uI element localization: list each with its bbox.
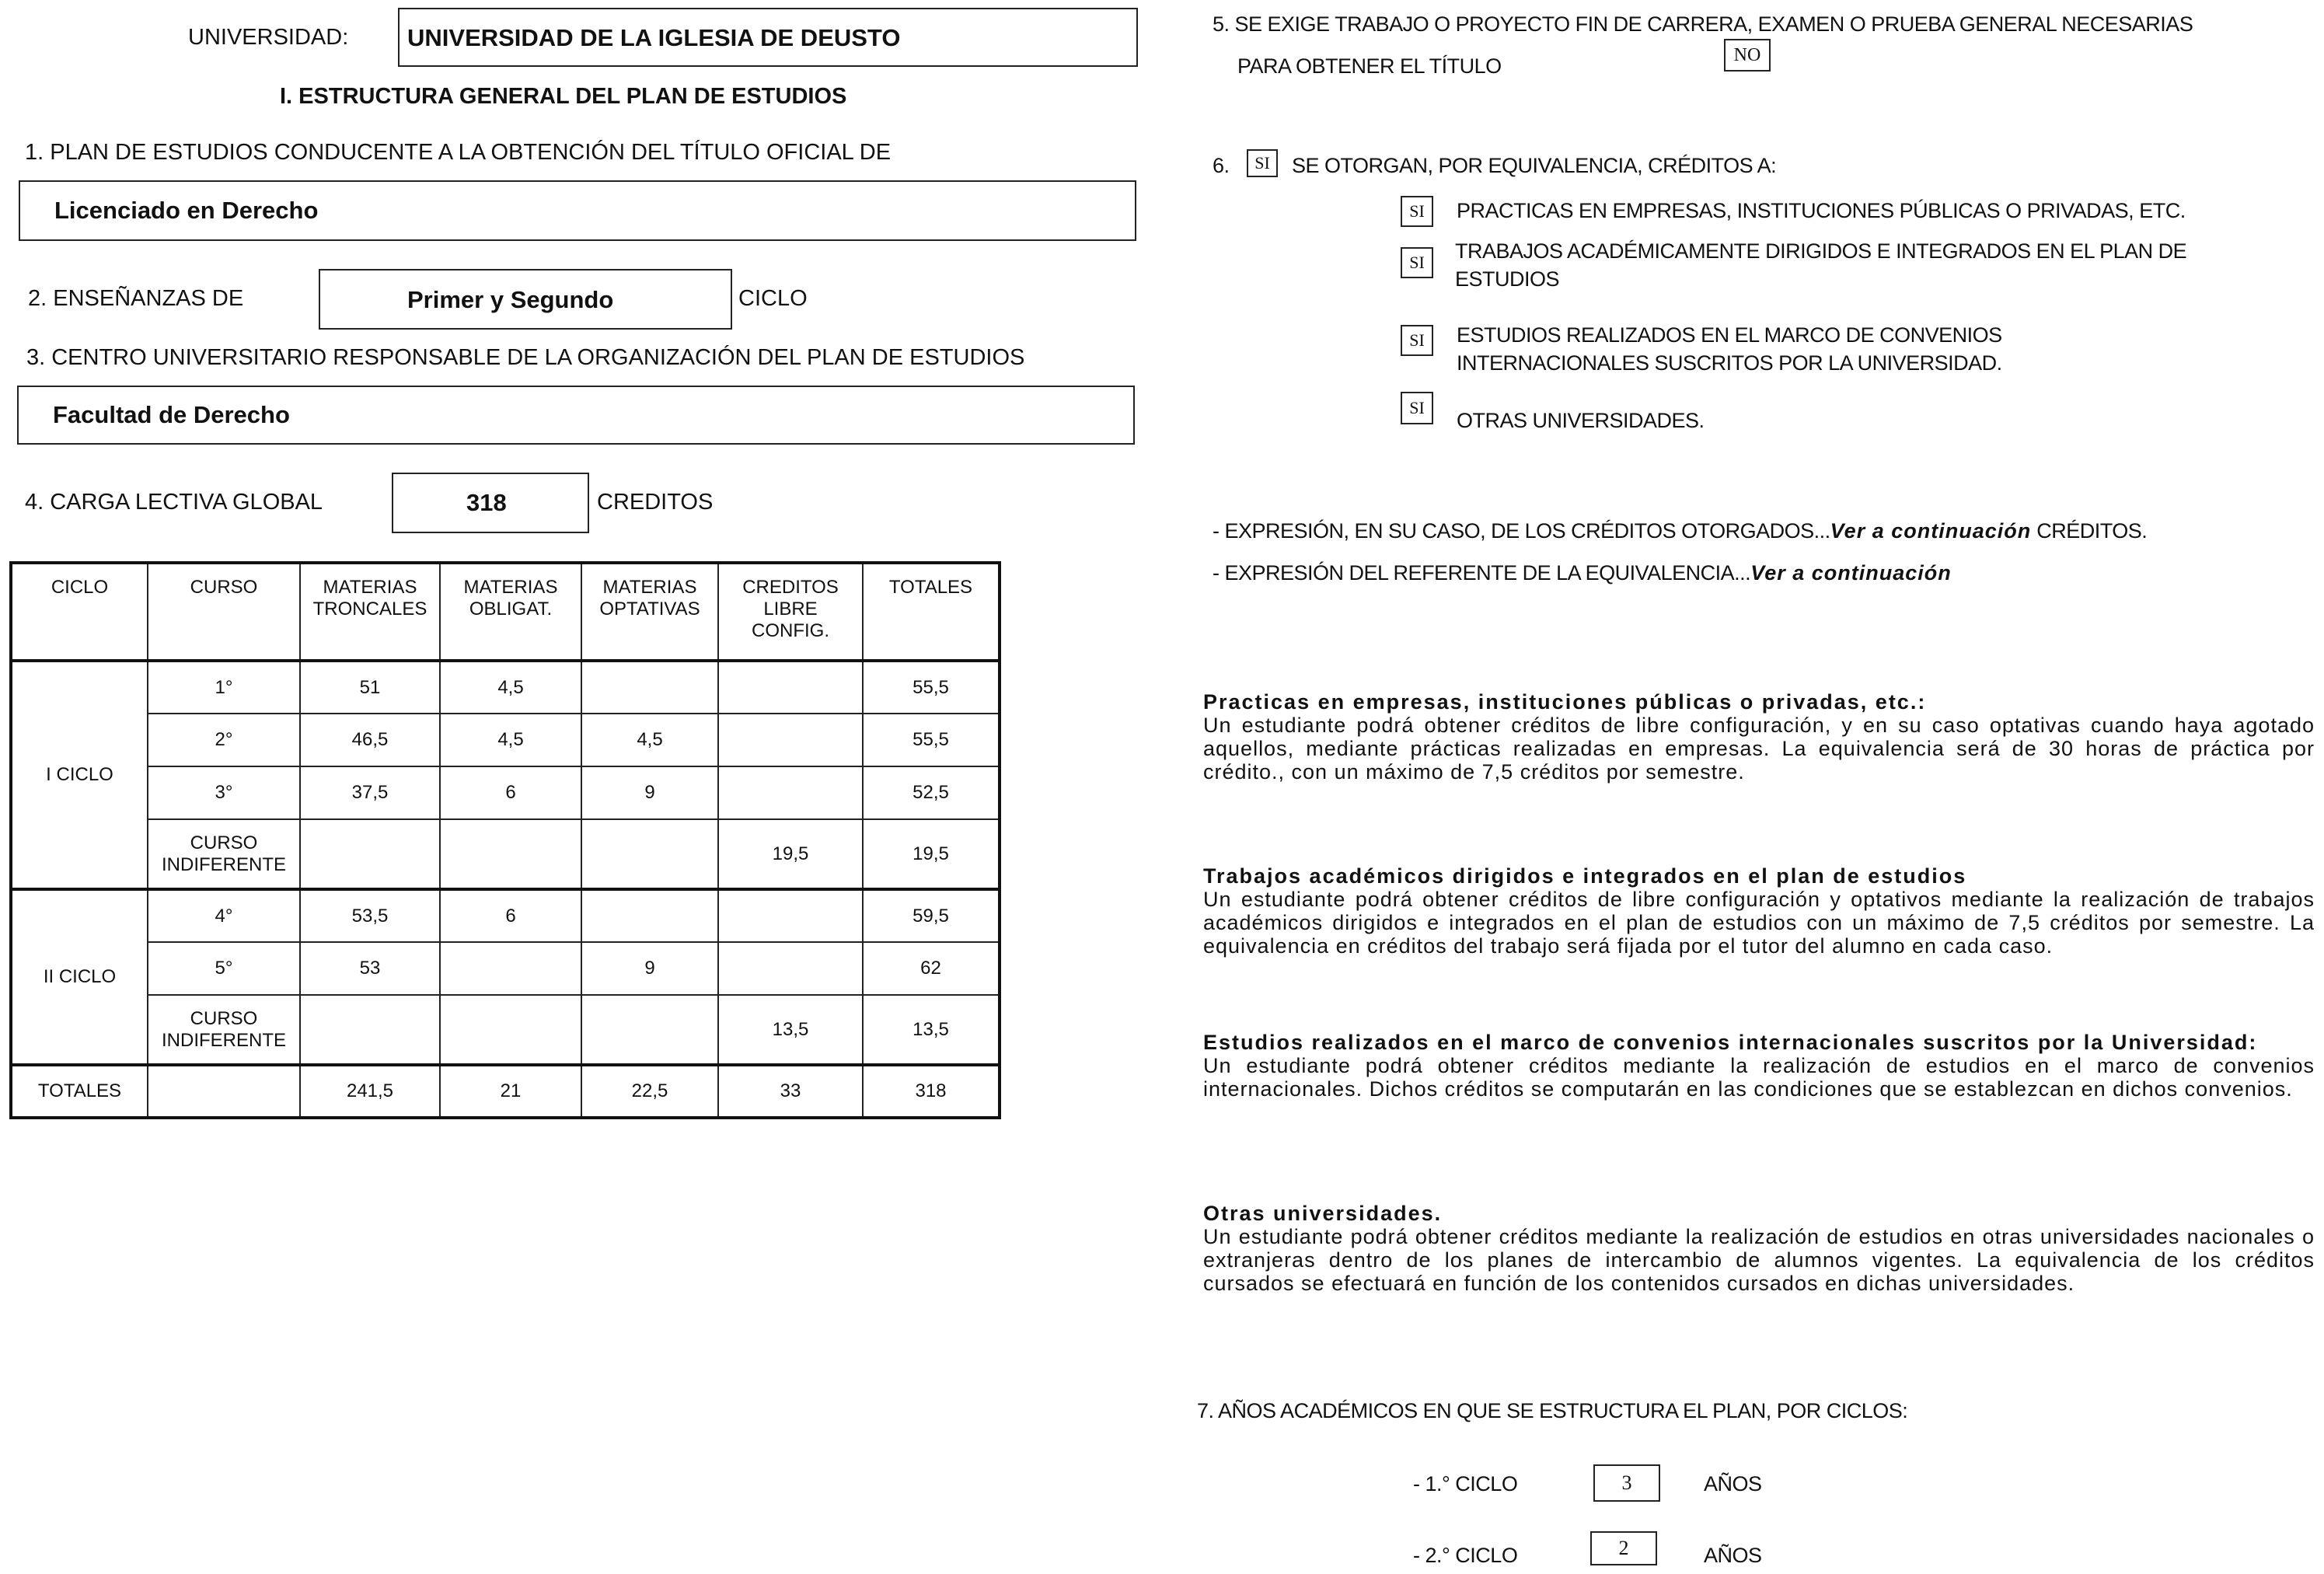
table-header-row bbox=[11, 563, 1000, 661]
cell-obligat bbox=[440, 942, 581, 995]
cell-libre bbox=[718, 766, 863, 819]
ciclo1-anos: AÑOS bbox=[1704, 1472, 1762, 1495]
table-row bbox=[11, 714, 1000, 766]
opt-a-box: SI bbox=[1401, 196, 1433, 227]
paragraph-body: Un estudiante podrá obtener créditos de libre configuración y optativos mediante la realización de trabajos académicos dirigidos e integrados en el plan de estudios con un máximo de 7,5 créditos por semestre. La equivalencia en créditos del trabajo será fijada por el tutor del alumno en cada caso. bbox=[1203, 888, 2315, 958]
header-totales: TOTALES bbox=[863, 563, 1000, 661]
carga-value: 318 bbox=[466, 489, 507, 516]
expr2-line: - EXPRESIÓN DEL REFERENTE DE LA EQUIVALENCIA...Ver a continuación bbox=[1213, 561, 1952, 585]
item1-label: 1. PLAN DE ESTUDIOS CONDUCENTE A LA OBTENCIÓN DEL TÍTULO OFICIAL DE bbox=[25, 140, 892, 165]
item3-label: 3. CENTRO UNIVERSITARIO RESPONSABLE DE LA ORGANIZACIÓN DEL PLAN DE ESTUDIOS bbox=[26, 345, 1025, 370]
cell-troncales: 241,5 bbox=[300, 1065, 440, 1118]
item7-text: 7. AÑOS ACADÉMICOS EN QUE SE ESTRUCTURA EL PLAN, POR CICLOS: bbox=[1197, 1399, 1908, 1422]
header-libre: CREDITOS LIBRE CONFIG. bbox=[718, 563, 863, 661]
ciclo2-label: - 2.° CICLO bbox=[1413, 1544, 1518, 1567]
cell-optativas: 4,5 bbox=[581, 714, 718, 766]
ensenanzas-value: Primer y Segundo bbox=[407, 286, 614, 313]
cell-curso: CURSO INDIFERENTE bbox=[148, 819, 300, 889]
opt-d-text: OTRAS UNIVERSIDADES. bbox=[1457, 409, 1705, 432]
opt-a-text: PRACTICAS EN EMPRESAS, INSTITUCIONES PÚBLICAS O PRIVADAS, ETC. bbox=[1457, 199, 2186, 222]
cell-obligat: 6 bbox=[440, 766, 581, 819]
ciclo-1-cell: I CICLO bbox=[11, 661, 148, 889]
cell-libre bbox=[718, 942, 863, 995]
cell-libre: 19,5 bbox=[718, 819, 863, 889]
cell-obligat: 4,5 bbox=[440, 661, 581, 714]
cell-totales: 318 bbox=[863, 1065, 1000, 1118]
cell-obligat: 21 bbox=[440, 1065, 581, 1118]
item5-no-box: NO bbox=[1724, 39, 1771, 72]
opt-c-box: SI bbox=[1401, 325, 1433, 356]
paragraph-heading: Estudios realizados en el marco de convenios internacionales suscritos por la Universidad: bbox=[1203, 1031, 2258, 1054]
credits-table bbox=[9, 561, 1001, 1119]
cell-troncales: 46,5 bbox=[300, 714, 440, 766]
cell-optativas bbox=[581, 661, 718, 714]
universidad-label: UNIVERSIDAD: bbox=[188, 25, 349, 50]
centro-value: Facultad de Derecho bbox=[53, 401, 290, 428]
expr1-line: - EXPRESIÓN, EN SU CASO, DE LOS CRÉDITOS OTORGADOS...Ver a continuación CRÉDITOS. bbox=[1213, 519, 2148, 543]
cell-curso: 5° bbox=[148, 942, 300, 995]
cell-totales: 52,5 bbox=[863, 766, 1000, 819]
paragraph-trabajos bbox=[1203, 864, 2315, 958]
ciclo-2-cell: II CICLO bbox=[11, 889, 148, 1065]
header-ciclo: CICLO bbox=[11, 563, 148, 661]
cell-curso: 4° bbox=[148, 889, 300, 942]
cell-libre bbox=[718, 889, 863, 942]
paragraph-practicas bbox=[1203, 690, 2315, 784]
opt-c-text2: INTERNACIONALES SUSCRITOS POR LA UNIVERSIDAD. bbox=[1457, 351, 2002, 375]
cell-libre: 33 bbox=[718, 1065, 863, 1118]
item4-label: 4. CARGA LECTIVA GLOBAL bbox=[25, 490, 323, 515]
cell-totales: 55,5 bbox=[863, 661, 1000, 714]
opt-b-text2: ESTUDIOS bbox=[1455, 267, 1560, 291]
paragraph-heading: Practicas en empresas, instituciones públicas o privadas, etc.: bbox=[1203, 690, 1927, 714]
cell-troncales: 53 bbox=[300, 942, 440, 995]
cell-troncales bbox=[300, 995, 440, 1065]
cell-obligat bbox=[440, 995, 581, 1065]
cell-libre: 13,5 bbox=[718, 995, 863, 1065]
paragraph-heading: Otras universidades. bbox=[1203, 1202, 1443, 1225]
table-row bbox=[11, 889, 1000, 942]
cell-troncales bbox=[300, 819, 440, 889]
item5-line1: 5. SE EXIGE TRABAJO O PROYECTO FIN DE CARRERA, EXAMEN O PRUEBA GENERAL NECESARIAS bbox=[1213, 12, 2193, 36]
table-row bbox=[11, 995, 1000, 1065]
cell-obligat: 6 bbox=[440, 889, 581, 942]
opt-c-text1: ESTUDIOS REALIZADOS EN EL MARCO DE CONVENIOS bbox=[1457, 323, 2002, 347]
header-troncales: MATERIAS TRONCALES bbox=[300, 563, 440, 661]
item2-label: 2. ENSEÑANZAS DE bbox=[28, 286, 244, 311]
cell-curso: 2° bbox=[148, 714, 300, 766]
item2-suffix: CICLO bbox=[738, 286, 808, 311]
item6-si-box: SI bbox=[1247, 149, 1278, 177]
paragraph-convenios bbox=[1203, 1031, 2315, 1101]
cell-optativas: 22,5 bbox=[581, 1065, 718, 1118]
cell-troncales: 37,5 bbox=[300, 766, 440, 819]
item4-suffix: CREDITOS bbox=[597, 490, 714, 515]
cell-curso: 1° bbox=[148, 661, 300, 714]
table-row bbox=[11, 819, 1000, 889]
cell-curso: 3° bbox=[148, 766, 300, 819]
table-row bbox=[11, 661, 1000, 714]
cell-optativas bbox=[581, 995, 718, 1065]
ciclo1-label: - 1.° CICLO bbox=[1413, 1472, 1518, 1495]
item6-text: SE OTORGAN, POR EQUIVALENCIA, CRÉDITOS A: bbox=[1292, 154, 1777, 177]
paragraph-body: Un estudiante podrá obtener créditos de libre configuración, y en su caso optativas cuando haya agotado aquellos, mediante prácticas realizadas en empresas. La equivalencia será de 30 horas de práctica por crédito., con un máximo de 7,5 créditos por semestre. bbox=[1203, 714, 2315, 784]
cell-libre bbox=[718, 714, 863, 766]
cell-obligat: 4,5 bbox=[440, 714, 581, 766]
paragraph-body: Un estudiante podrá obtener créditos mediante la realización de estudios en el marco de convenios internacionales. Dichos créditos se computarán en las condiciones que se establezcan en dichos convenios. bbox=[1203, 1054, 2315, 1101]
cell-totales: 55,5 bbox=[863, 714, 1000, 766]
cell-curso: CURSO INDIFERENTE bbox=[148, 995, 300, 1065]
header-curso: CURSO bbox=[148, 563, 300, 661]
cell-optativas bbox=[581, 819, 718, 889]
cell-curso bbox=[148, 1065, 300, 1118]
cell-totales: 13,5 bbox=[863, 995, 1000, 1065]
header-obligat: MATERIAS OBLIGAT. bbox=[440, 563, 581, 661]
cell-optativas: 9 bbox=[581, 942, 718, 995]
table-totals-row bbox=[11, 1065, 1000, 1118]
titulo-value: Licenciado en Derecho bbox=[54, 197, 319, 224]
table-row bbox=[11, 766, 1000, 819]
header-optativas: MATERIAS OPTATIVAS bbox=[581, 563, 718, 661]
cell-totales: 59,5 bbox=[863, 889, 1000, 942]
cell-obligat bbox=[440, 819, 581, 889]
ciclo2-anos: AÑOS bbox=[1704, 1544, 1762, 1567]
totals-label: TOTALES bbox=[11, 1065, 148, 1118]
paragraph-body: Un estudiante podrá obtener créditos mediante la realización de estudios en otras universidades nacionales o extranjeras dentro de los planes de intercambio de alumnos vigentes. La equivalencia de los créditos cursados se efectuará en función de los contenidos cursados en dichas universidades. bbox=[1203, 1225, 2315, 1295]
cell-totales: 62 bbox=[863, 942, 1000, 995]
item5-line2: PARA OBTENER EL TÍTULO bbox=[1237, 54, 1502, 78]
cell-totales: 19,5 bbox=[863, 819, 1000, 889]
cell-troncales: 53,5 bbox=[300, 889, 440, 942]
opt-d-box: SI bbox=[1401, 392, 1433, 424]
opt-b-box: SI bbox=[1401, 247, 1433, 278]
paragraph-heading: Trabajos académicos dirigidos e integrados en el plan de estudios bbox=[1203, 864, 1967, 888]
section-title: I. ESTRUCTURA GENERAL DEL PLAN DE ESTUDIOS bbox=[280, 84, 847, 109]
ciclo1-years-box: 3 bbox=[1593, 1464, 1660, 1502]
universidad-value: UNIVERSIDAD DE LA IGLESIA DE DEUSTO bbox=[407, 24, 901, 51]
paragraph-universidades bbox=[1203, 1202, 2315, 1295]
opt-b-text1: TRABAJOS ACADÉMICAMENTE DIRIGIDOS E INTEGRADOS EN EL PLAN DE bbox=[1455, 239, 2187, 263]
table-row bbox=[11, 942, 1000, 995]
cell-troncales: 51 bbox=[300, 661, 440, 714]
item6-num: 6. bbox=[1213, 154, 1230, 177]
cell-optativas: 9 bbox=[581, 766, 718, 819]
ciclo2-years-box: 2 bbox=[1590, 1531, 1657, 1565]
cell-optativas bbox=[581, 889, 718, 942]
cell-libre bbox=[718, 661, 863, 714]
